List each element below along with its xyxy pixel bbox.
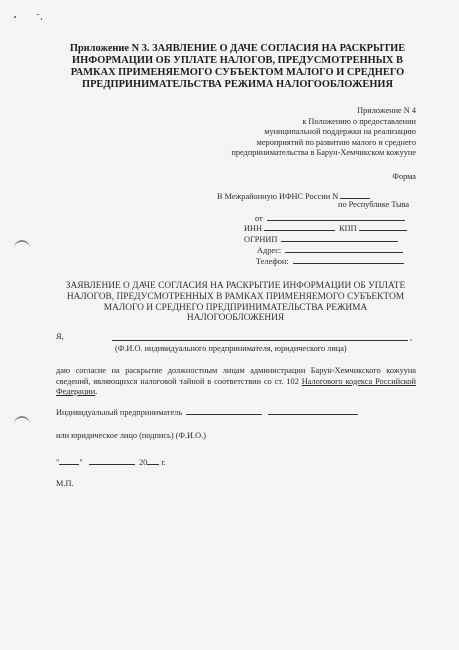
inn-field[interactable]	[264, 222, 335, 231]
kpp-label: КПП	[339, 224, 357, 233]
date-day-field[interactable]	[59, 456, 79, 465]
annex-line: к Положению о предоставлении	[302, 116, 416, 126]
seal-label: М.П.	[56, 479, 74, 488]
scan-speck	[14, 16, 16, 18]
fio-field[interactable]	[112, 340, 408, 341]
consent-paragraph	[56, 366, 416, 398]
entrepreneur-signature-field[interactable]	[186, 406, 262, 415]
consent-period: .	[95, 387, 98, 397]
date-year-prefix: 20	[138, 458, 148, 467]
from-field[interactable]	[267, 212, 405, 221]
annex-line: мероприятий по развитию малого и среднего	[256, 137, 416, 147]
from-label: от	[255, 214, 263, 223]
kpp-field[interactable]	[359, 222, 407, 231]
date-row	[56, 456, 166, 469]
addressee-region: по Республике Тыва	[338, 200, 410, 209]
phone-label: Телефон:	[256, 257, 289, 266]
inn-label: ИНН	[244, 224, 262, 233]
ogrnip-label: ОГРНИП	[244, 235, 278, 244]
fio-trailing-comma: ,	[410, 333, 413, 342]
date-year-field[interactable]	[147, 456, 159, 465]
entrepreneur-label: Индивидуальный предприниматель	[56, 408, 183, 417]
date-year-suffix: г.	[161, 458, 166, 467]
scan-speck	[41, 18, 42, 20]
tax-office-number-field[interactable]	[340, 190, 370, 199]
annex-line: муниципальной поддержки на реализацию	[264, 127, 416, 137]
entrepreneur-row	[56, 406, 358, 419]
punch-hole-mark	[14, 416, 30, 426]
addressee-tax-office: В Межрайонную ИФНС России N	[217, 192, 339, 201]
phone-row	[256, 255, 404, 267]
punch-hole-mark	[14, 240, 30, 250]
scan-speck	[37, 14, 39, 15]
phone-field[interactable]	[293, 255, 404, 264]
ya-label: Я,	[56, 332, 64, 341]
date-quote-close: "	[79, 458, 83, 467]
legal-entity-label: или юридическое лицо (подпись) (Ф.И.О.)	[56, 431, 206, 440]
entrepreneur-name-field[interactable]	[268, 406, 358, 415]
address-label: Адрес:	[257, 246, 282, 255]
annex-reference	[156, 106, 416, 159]
annex-line: предпринимательства в Барун-Хемчикском кожууне	[231, 148, 416, 158]
annex-line: Приложение N 4	[357, 106, 416, 115]
statement-heading: ЗАЯВЛЕНИЕ О ДАЧЕ СОГЛАСИЯ НА РАСКРЫТИЕ ИНФОРМАЦИИ ОБ УПЛАТЕ НАЛОГОВ, ПРЕДУСМОТРЕННЫХ В РАМКАХ ПРИМЕНЯЕМОГО СУБЪЕКТОМ МАЛОГО И СРЕДНЕГО ПРЕДПРИНИМАТЕЛЬСТВА РЕЖИМА НАЛОГООБЛОЖЕНИЯ	[65, 281, 406, 324]
document-title: Приложение N 3. ЗАЯВЛЕНИЕ О ДАЧЕ СОГЛАСИЯ НА РАСКРЫТИЕ ИНФОРМАЦИИ ОБ УПЛАТЕ НАЛОГОВ, ПРЕДУСМОТРЕННЫХ В РАМКАХ ПРИМЕНЯЕМОГО СУБЪЕКТОМ МАЛОГО И СРЕДНЕГО ПРЕДПРИНИМАТЕЛЬСТВА РЕЖИМА НАЛОГООБЛОЖЕНИЯ	[69, 43, 406, 90]
fio-caption: (Ф.И.О. индивидуального предпринимателя, юридического лица)	[115, 344, 347, 353]
form-label: Форма	[392, 172, 416, 181]
date-quote-open: "	[56, 458, 60, 467]
date-month-field[interactable]	[89, 456, 135, 465]
address-field[interactable]	[285, 244, 403, 253]
ogrnip-field[interactable]	[281, 233, 398, 242]
tax-code-link[interactable]: Налогового кодекса Российской Федерации	[56, 376, 416, 397]
consent-text: даю согласие на раскрытие должностным лицам администрации Барун-Хемчикского кожууна сведений, являющихся налоговой тайной в соответствии со ст. 102	[56, 366, 416, 386]
